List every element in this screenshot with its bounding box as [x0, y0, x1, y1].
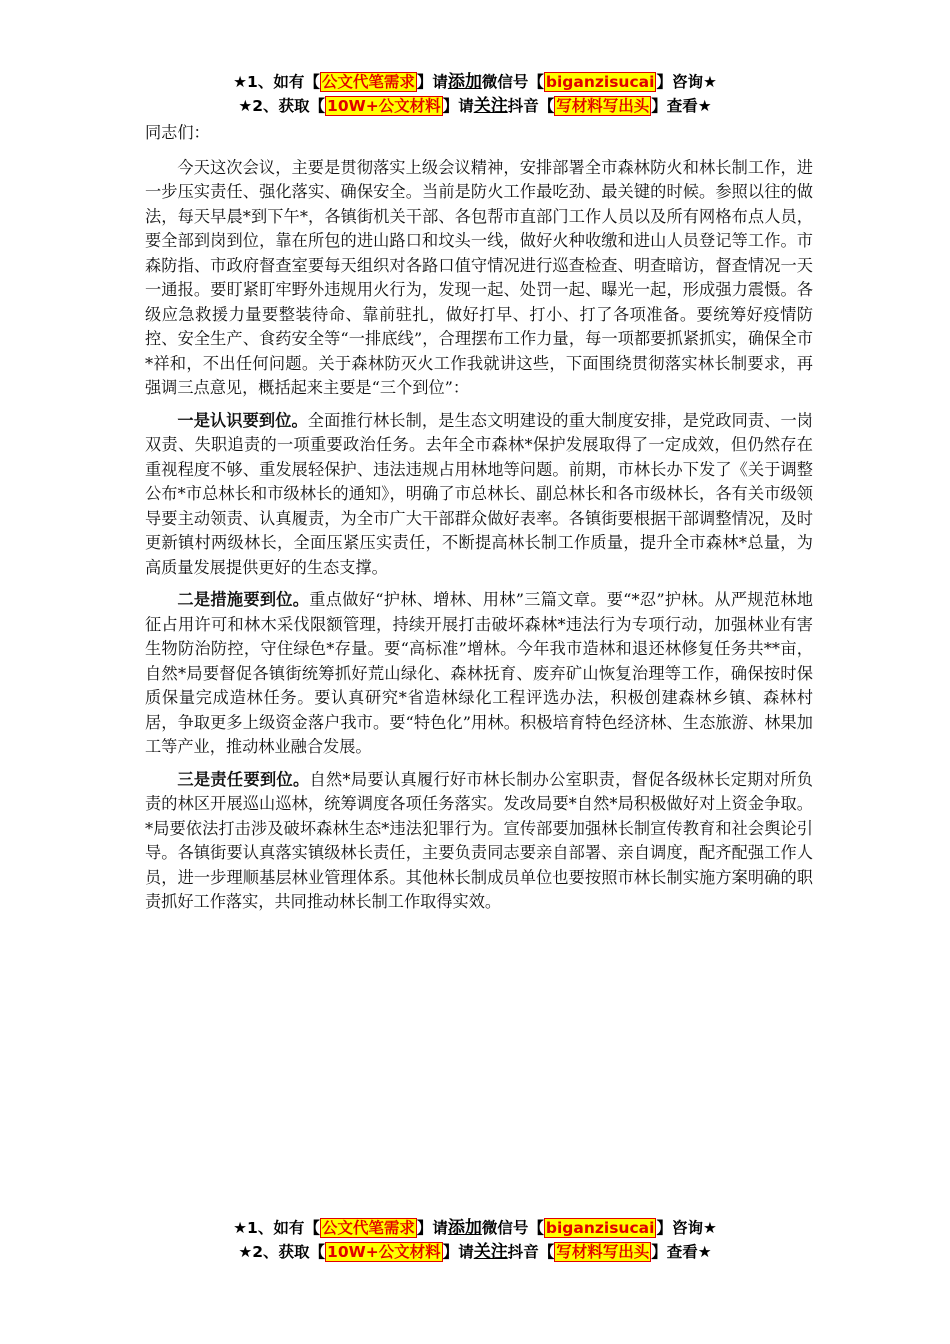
banner-text: 】请	[416, 1219, 448, 1237]
underlined-text: 添加	[447, 1218, 482, 1238]
banner-text: ★1、如有【	[233, 1219, 320, 1237]
banner-text: 】请	[442, 1243, 474, 1261]
highlight-materials: 10W+公文材料	[327, 1243, 441, 1261]
banner-text: 微信号【	[481, 1219, 544, 1237]
banner-text: 微信号【	[481, 73, 544, 91]
banner-text: 】查看★	[651, 1243, 712, 1261]
highlight-douyin-account: 写材料写出头	[556, 1243, 650, 1261]
underlined-text: 关注	[473, 1242, 508, 1262]
section-text: 重点做好“护林、增林、用林”三篇文章。要“*忍”护林。从严规范林地征占用许可和林木采伐限额管理，持续开展打击破坏森林*违法行为专项行动，加强林业有害生物防治防控，守住绿色*存量。要“高标准”增林。今年我市造林和退还林修复任务共**亩，自然*局要督促各镇街统筹抓好荒山绿化、森林抚育、废弃矿山恢复治理等工作，确保按时保质保量完成造林任务。要认真研究*省造林绿化工程评选办法，积极创建森林乡镇、森林村居，争取更多上级资金落户我市。要“特色化”用林。积极培育特色经济林、生态旅游、林果加工等产业，推动林业融合发展。	[145, 590, 813, 756]
section-text: 自然*局要认真履行好市林长制办公室职责，督促各级林长定期对所负责的林区开展巡山巡林，统筹调度各项任务落实。发改局要*自然*局积极做好对上资金争取。*局要依法打击涉及破坏森林生态*违法犯罪行为。宣传部要加强林长制宣传教育和社会舆论引导。各镇街要认真落实镇级林长责任，主要负责同志要亲自部署、亲自调度，配齐配强工作人员，进一步理顺基层林业管理体系。其他林长制成员单位也要按照市林长制实施方案明确的职责抓好工作落实，共同推动林长制工作取得实效。	[145, 769, 813, 911]
underlined-text: 关注	[473, 96, 508, 116]
intro-paragraph: 今天这次会议，主要是贯彻落实上级会议精神，安排部署全市森林防火和林长制工作，进一步压实责任、强化落实、确保安全。当前是防火工作最吃劲、最关键的时候。参照以往的做法，每天早晨*到下午*，各镇街机关干部、各包帮市直部门工作人员以及所有网格布点人员，要全部到岗到位，靠在所包的进山路口和坟头一线，做好火种收缴和进山人员登记等工作。市森防指、市政府督查室要每天组织对各路口值守情况进行巡查检查、明查暗访，督查情况一天一通报。要盯紧盯牢野外违规用火行为，发现一起、处罚一起、曝光一起，形成强力震慑。各级应急救援力量要整装待命、靠前驻扎，做好打早、打小、打了各项准备。要统筹好疫情防控、安全生产、食药安全等“一排底线”，合理摆布工作力量，每一项都要抓紧抓实，确保全市*祥和，不出任何问题。关于森林防灭火工作我就讲这些，下面围绕贯彻落实林长制要求，再强调三点意见，概括起来主要是“三个到位”：	[145, 157, 813, 397]
highlight-ghostwriting: 公文代笔需求	[321, 73, 415, 91]
bottom-banner	[0, 1216, 950, 1264]
highlight-wechat-id: biganzisucai	[545, 1219, 655, 1237]
banner-text: 】咨询★	[656, 73, 717, 91]
section-lead: 一是认识要到位。	[177, 410, 308, 430]
top-banner	[0, 70, 950, 118]
banner-text: ★2、获取【	[238, 97, 326, 115]
banner-line-2	[0, 94, 950, 118]
banner-text: 】咨询★	[656, 1219, 717, 1237]
banner-text: ★1、如有【	[233, 73, 320, 91]
document-body	[145, 121, 813, 923]
banner-line-2	[0, 1240, 950, 1264]
highlight-materials: 10W+公文材料	[327, 97, 441, 115]
banner-text: 抖音【	[507, 1243, 555, 1261]
greeting: 同志们：	[145, 123, 210, 142]
banner-line-1	[0, 70, 950, 94]
banner-text: 】查看★	[651, 97, 712, 115]
section-responsibility	[145, 768, 813, 915]
banner-line-1	[0, 1216, 950, 1240]
banner-text: 抖音【	[507, 97, 555, 115]
banner-text: 】请	[416, 73, 448, 91]
highlight-douyin-account: 写材料写出头	[556, 97, 650, 115]
section-measures	[145, 588, 813, 760]
underlined-text: 添加	[447, 72, 482, 92]
highlight-wechat-id: biganzisucai	[545, 73, 655, 91]
banner-text: 】请	[442, 97, 474, 115]
highlight-ghostwriting: 公文代笔需求	[321, 1219, 415, 1237]
section-awareness	[145, 409, 813, 581]
section-text: 全面推行林长制，是生态文明建设的重大制度安排，是党政同责、一岗双责、失职追责的一项重要政治任务。去年全市森林*保护发展取得了一定成效，但仍然存在重视程度不够、重发展轻保护、违法违规占用林地等问题。前期，市林长办下发了《关于调整公布*市总林长和市级林长的通知》，明确了市总林长、副总林长和各市级林长，各有关市级领导要主动领责、认真履责，为全市广大干部群众做好表率。各镇街要根据干部调整情况，及时更新镇村两级林长，全面压紧压实责任，不断提高林长制工作质量，提升全市森林*总量，为高质量发展提供更好的生态支撑。	[145, 410, 813, 577]
section-lead: 三是责任要到位。	[177, 769, 310, 789]
banner-text: ★2、获取【	[238, 1243, 326, 1261]
section-lead: 二是措施要到位。	[177, 590, 310, 609]
